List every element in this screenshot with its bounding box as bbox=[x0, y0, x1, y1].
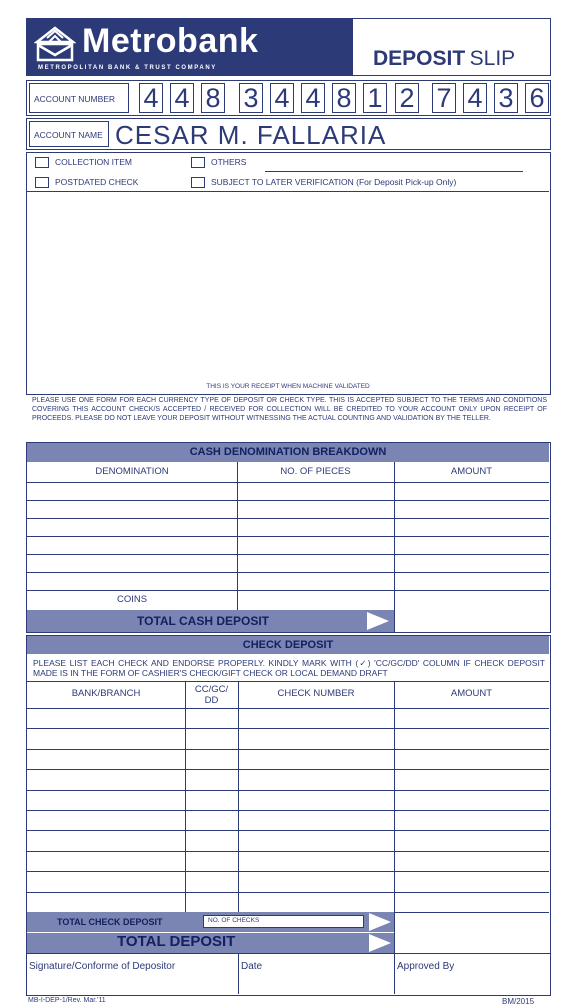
total-deposit-amount[interactable] bbox=[395, 933, 549, 953]
receipt-area bbox=[26, 152, 551, 395]
arrow-right-icon bbox=[369, 913, 391, 931]
check-col-number: CHECK NUMBER bbox=[277, 688, 355, 699]
total-deposit-label: TOTAL DEPOSIT bbox=[117, 933, 236, 950]
date-label: Date bbox=[241, 961, 263, 972]
instructions-text: PLEASE USE ONE FORM FOR EACH CURRENCY TYPE OF DEPOSIT OR CHECK TYPE. THIS IS ACCEPTED SUBJECT TO THE TERMS AND CONDITIONS COVERING THIS ACCOUNT CHECK/S ACCEPTED / RECEIVED FOR COLLECTION WILL BE CREDITED TO YOUR ACCOUNT ONLY UPON RECEIPT OF PROCEEDS. PLEASE DO NOT LEAVE YOUR DEPOSIT WITHOUT WITNESSING THE ACTUAL COUNTING AND VALIDATION BY THE TELLER. bbox=[32, 397, 547, 422]
form-title-bold: DEPOSIT bbox=[373, 47, 466, 70]
subject-verification-checkbox[interactable] bbox=[191, 177, 205, 188]
no-of-checks-label: NO. OF CHECKS bbox=[208, 917, 260, 924]
approved-by-label: Approved By bbox=[397, 961, 455, 972]
cash-section bbox=[26, 442, 551, 633]
total-cash-deposit-label: TOTAL CASH DEPOSIT bbox=[137, 614, 270, 628]
arrow-right-icon bbox=[369, 934, 391, 952]
branch-stamp: BM/2015 bbox=[502, 997, 535, 1006]
option-postdated-check[interactable] bbox=[35, 177, 138, 188]
account-number-row bbox=[26, 80, 551, 116]
date-field[interactable] bbox=[241, 956, 391, 992]
check-row-line bbox=[27, 892, 549, 893]
check-col-amount: AMOUNT bbox=[450, 688, 493, 699]
account-name-label: ACCOUNT NAME bbox=[34, 130, 103, 140]
account-number-label: ACCOUNT NUMBER bbox=[34, 94, 116, 104]
check-section bbox=[26, 635, 551, 954]
account-number-digit[interactable]: 4 bbox=[170, 83, 194, 113]
account-number-digit[interactable]: 4 bbox=[301, 83, 325, 113]
total-check-deposit-label: TOTAL CHECK DEPOSIT bbox=[57, 917, 163, 927]
check-col-cc: CC/GC/ DD bbox=[194, 684, 229, 706]
approved-by-field[interactable] bbox=[397, 956, 547, 992]
bank-name: Metrobank bbox=[82, 22, 259, 60]
account-number-digit[interactable]: 8 bbox=[201, 83, 225, 113]
account-number-digit[interactable]: 4 bbox=[139, 83, 163, 113]
account-name-label-box bbox=[29, 121, 109, 147]
check-row-line bbox=[27, 830, 549, 831]
account-number-digit[interactable]: 3 bbox=[239, 83, 263, 113]
account-number-digit[interactable]: 2 bbox=[395, 83, 419, 113]
cash-row-line bbox=[27, 554, 549, 555]
check-col-bank: BANK/BRANCH bbox=[71, 688, 141, 699]
collection-item-label: COLLECTION ITEM bbox=[55, 157, 132, 167]
others-checkbox[interactable] bbox=[191, 157, 205, 168]
postdated-check-checkbox[interactable] bbox=[35, 177, 49, 188]
account-number-label-box bbox=[29, 83, 129, 113]
coins-label: COINS bbox=[116, 594, 148, 605]
cash-row-line bbox=[27, 482, 549, 483]
cash-row-line bbox=[27, 572, 549, 573]
cash-row-line bbox=[27, 500, 549, 501]
total-check-deposit-band bbox=[27, 912, 394, 932]
postdated-check-label: POSTDATED CHECK bbox=[55, 177, 139, 187]
account-name-value[interactable]: CESAR M. FALLARIA bbox=[115, 120, 387, 150]
check-row-line bbox=[27, 749, 549, 750]
account-number-digit[interactable]: 4 bbox=[270, 83, 294, 113]
form-title-light: SLIP bbox=[469, 47, 516, 70]
cash-col-pieces: NO. OF PIECES bbox=[280, 466, 351, 477]
signature-label: Signature/Conforme of Depositor bbox=[29, 961, 176, 972]
others-label: OTHERS bbox=[211, 157, 247, 167]
check-instructions: PLEASE LIST EACH CHECK AND ENDORSE PROPERLY. KINDLY MARK WITH (✓) 'CC/GC/DD' COLUMN IF CHECK DEPOSIT MADE IS IN THE FORM OF CASHIER'S CHECK/GIFT CHECK OR LOCAL DEMAND DRAFT bbox=[33, 658, 545, 678]
cash-row-line bbox=[27, 536, 549, 537]
account-number-digit[interactable]: 6 bbox=[525, 83, 549, 113]
account-number-digit[interactable]: 7 bbox=[432, 83, 456, 113]
check-row-line bbox=[27, 851, 549, 852]
check-row-line bbox=[27, 728, 549, 729]
options-divider bbox=[27, 191, 549, 192]
total-cash-deposit-amount[interactable] bbox=[395, 610, 549, 632]
check-row-line bbox=[27, 810, 549, 811]
signature-field[interactable] bbox=[29, 956, 236, 992]
cash-col-amount: AMOUNT bbox=[450, 466, 493, 477]
account-name-row bbox=[26, 118, 551, 150]
account-number-digit[interactable]: 1 bbox=[363, 83, 387, 113]
subject-verification-label: SUBJECT TO LATER VERIFICATION (For Deposit Pick-up Only) bbox=[211, 177, 457, 187]
cash-row-line bbox=[27, 518, 549, 519]
brand-header bbox=[26, 18, 353, 76]
option-collection-item[interactable] bbox=[35, 157, 132, 168]
cash-row-line bbox=[27, 590, 549, 591]
cash-section-title: CASH DENOMINATION BREAKDOWN bbox=[27, 443, 549, 462]
metrobank-logo-icon bbox=[34, 26, 76, 62]
no-of-checks-field[interactable] bbox=[203, 915, 364, 928]
check-row-line bbox=[27, 790, 549, 791]
option-subject-verification[interactable] bbox=[191, 177, 456, 188]
account-number-digit[interactable]: 3 bbox=[494, 83, 518, 113]
check-row-line bbox=[27, 708, 549, 709]
receipt-note: THIS IS YOUR RECEIPT WHEN MACHINE VALIDATED bbox=[206, 383, 370, 390]
total-deposit-band bbox=[27, 933, 394, 953]
account-number-digit[interactable]: 4 bbox=[463, 83, 487, 113]
others-write-line[interactable] bbox=[265, 171, 523, 172]
total-check-deposit-amount[interactable] bbox=[395, 912, 549, 932]
cash-col-denomination: DENOMINATION bbox=[95, 466, 169, 477]
signature-row bbox=[26, 954, 551, 996]
form-code: MB-I-DEP-1/Rev. Mar.'11 bbox=[28, 997, 106, 1004]
bank-subtitle: METROPOLITAN BANK & TRUST COMPANY bbox=[38, 65, 217, 71]
total-cash-deposit-band bbox=[27, 610, 394, 632]
account-number-digit[interactable]: 8 bbox=[332, 83, 356, 113]
check-section-title: CHECK DEPOSIT bbox=[27, 636, 549, 654]
check-row-line bbox=[27, 871, 549, 872]
form-title-box bbox=[353, 18, 551, 76]
check-row-line bbox=[27, 769, 549, 770]
collection-item-checkbox[interactable] bbox=[35, 157, 49, 168]
arrow-right-icon bbox=[367, 612, 389, 630]
option-others[interactable] bbox=[191, 157, 246, 168]
